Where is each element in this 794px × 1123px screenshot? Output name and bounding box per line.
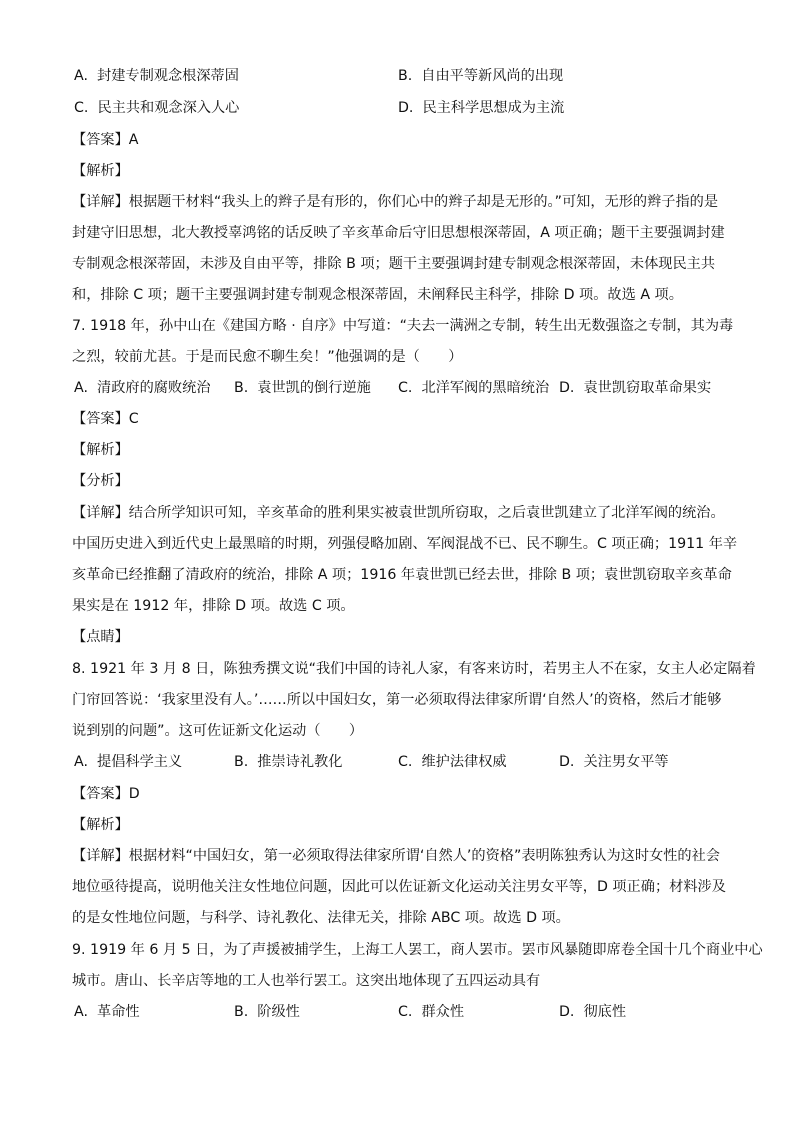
option-label: B. (234, 1004, 249, 1020)
option-label: A. (74, 754, 88, 770)
q8-detail-line: 的是女性地位问题，与科学、诗礼教化、法律无关，排除 ABC 项。故选 D 项。 (72, 910, 570, 926)
option-label: B. (234, 754, 249, 770)
q7-answer: 【答案】C (72, 411, 139, 427)
option-text: 群众性 (421, 1004, 465, 1020)
q7-dianjing-heading: 【点睛】 (72, 629, 129, 645)
q9-option-c[interactable] (398, 1002, 464, 1022)
q9-stem-line: 9. 1919 年 6 月 5 日，为了声援被捕学生，上海工人罢工，商人罢市。罢市风暴随即席卷全国十几个商业中心 (72, 942, 763, 958)
q7-stem-line: 7. 1918 年，孙中山在《建国方略 · 自序》中写道：“夫去一满洲之专制，转生出无数强盗之专制，其为毒 (72, 318, 734, 334)
q6-option-d[interactable] (398, 98, 564, 118)
q7-option-a[interactable] (74, 378, 211, 398)
q9-option-b[interactable] (234, 1002, 300, 1022)
q8-stem-line: 8. 1921 年 3 月 8 日，陈独秀撰文说“我们中国的诗礼人家，有客来访时，若男主人不在家，女主人必定隔着 (72, 661, 756, 677)
option-label: A. (74, 380, 88, 396)
option-label: D. (559, 1004, 575, 1020)
option-text: 自由平等新风尚的出现 (421, 68, 564, 84)
option-label: D. (559, 754, 575, 770)
q6-option-b[interactable] (398, 66, 563, 86)
q6-detail-line: 专制观念根深蒂固，未涉及自由平等，排除 B 项；题干主要强调封建专制观念根深蒂固，未体现民主共 (72, 256, 716, 272)
q7-option-d[interactable] (559, 378, 711, 398)
q8-detail-line: 地位亟待提高，说明他关注女性地位问题，因此可以佐证新文化运动关注男女平等，D 项正确；材料涉及 (72, 879, 726, 895)
option-text: 提倡科学主义 (97, 754, 183, 770)
option-text: 袁世凯窃取革命果实 (583, 380, 712, 396)
option-label: C. (398, 754, 413, 770)
q7-detail-line: 果实是在 1912 年，排除 D 项。故选 C 项。 (72, 598, 355, 614)
option-text: 关注男女平等 (583, 754, 669, 770)
q7-stem-line: 之烈，较前尤甚。于是而民愈不聊生矣！”他强调的是（ ） (72, 349, 463, 365)
q7-detail-line: 【详解】结合所学知识可知，辛亥革命的胜利果实被袁世凯所窃取，之后袁世凯建立了北洋军阀的统治。 (72, 505, 725, 521)
option-label: B. (398, 68, 413, 84)
q8-stem-line: 门帘回答说：‘我家里没有人。’……所以中国妇女，第一必须取得法律家所谓‘自然人’的资格，然后才能够 (72, 692, 722, 708)
q8-option-c[interactable] (398, 752, 507, 772)
q8-answer: 【答案】D (72, 786, 140, 802)
option-text: 阶级性 (257, 1004, 300, 1020)
q9-option-d[interactable] (559, 1002, 626, 1022)
q8-option-a[interactable] (74, 752, 182, 772)
option-label: D. (559, 380, 575, 396)
q7-option-b[interactable] (234, 378, 371, 398)
q8-option-b[interactable] (234, 752, 342, 772)
option-text: 民主科学思想成为主流 (422, 100, 565, 116)
q6-detail-line: 【详解】根据题干材料“我头上的辫子是有形的，你们心中的辫子却是无形的。”可知，无形的辫子指的是 (72, 194, 719, 210)
q6-option-c[interactable] (74, 98, 239, 118)
option-text: 袁世凯的倒行逆施 (257, 380, 371, 396)
q7-analysis-heading: 【解析】 (72, 442, 129, 458)
option-label: C. (74, 100, 89, 116)
q8-analysis-heading: 【解析】 (72, 817, 129, 833)
q8-option-d[interactable] (559, 752, 669, 772)
option-text: 封建专制观念根深蒂固 (97, 68, 239, 84)
q6-detail-line: 封建守旧思想，北大教授辜鸿铭的话反映了辛亥革命后守旧思想根深蒂固，A 项正确；题干主要强调封建 (72, 225, 725, 241)
q6-analysis-heading: 【解析】 (72, 163, 129, 179)
option-text: 清政府的腐败统治 (97, 380, 211, 396)
q6-detail-line: 和，排除 C 项；题干主要强调封建专制观念根深蒂固，未阐释民主科学，排除 D 项。故选 A 项。 (72, 287, 683, 303)
option-text: 民主共和观念深入人心 (97, 100, 240, 116)
option-label: D. (398, 100, 414, 116)
q7-fenxi-heading: 【分析】 (72, 473, 129, 489)
q6-option-a[interactable] (74, 66, 239, 86)
option-label: C. (398, 1004, 413, 1020)
q9-stem-line: 城市。唐山、长辛店等地的工人也举行罢工。这突出地体现了五四运动具有 (72, 973, 541, 989)
option-label: B. (234, 380, 249, 396)
option-text: 彻底性 (583, 1004, 627, 1020)
option-label: C. (398, 380, 413, 396)
q7-option-c[interactable] (398, 378, 549, 398)
option-label: A. (74, 1004, 88, 1020)
q7-detail-line: 亥革命已经推翻了清政府的统治，排除 A 项；1916 年袁世凯已经去世，排除 B 项；袁世凯窃取辛亥革命 (72, 567, 732, 583)
q7-detail-line: 中国历史进入到近代史上最黑暗的时期，列强侵略加剧、军阀混战不已、民不聊生。C 项正确；1911 年辛 (72, 536, 738, 552)
option-text: 北洋军阀的黑暗统治 (421, 380, 550, 396)
q6-answer: 【答案】A (72, 132, 139, 148)
option-text: 革命性 (97, 1004, 140, 1020)
option-text: 维护法律权威 (421, 754, 507, 770)
q8-detail-line: 【详解】根据材料“中国妇女，第一必须取得法律家所谓‘自然人’的资格”表明陈独秀认为这时女性的社会 (72, 848, 720, 864)
q8-stem-line: 说到别的问题”。这可佐证新文化运动（ ） (72, 723, 364, 739)
option-label: A. (74, 68, 88, 84)
option-text: 推崇诗礼教化 (257, 754, 343, 770)
q9-option-a[interactable] (74, 1002, 140, 1022)
